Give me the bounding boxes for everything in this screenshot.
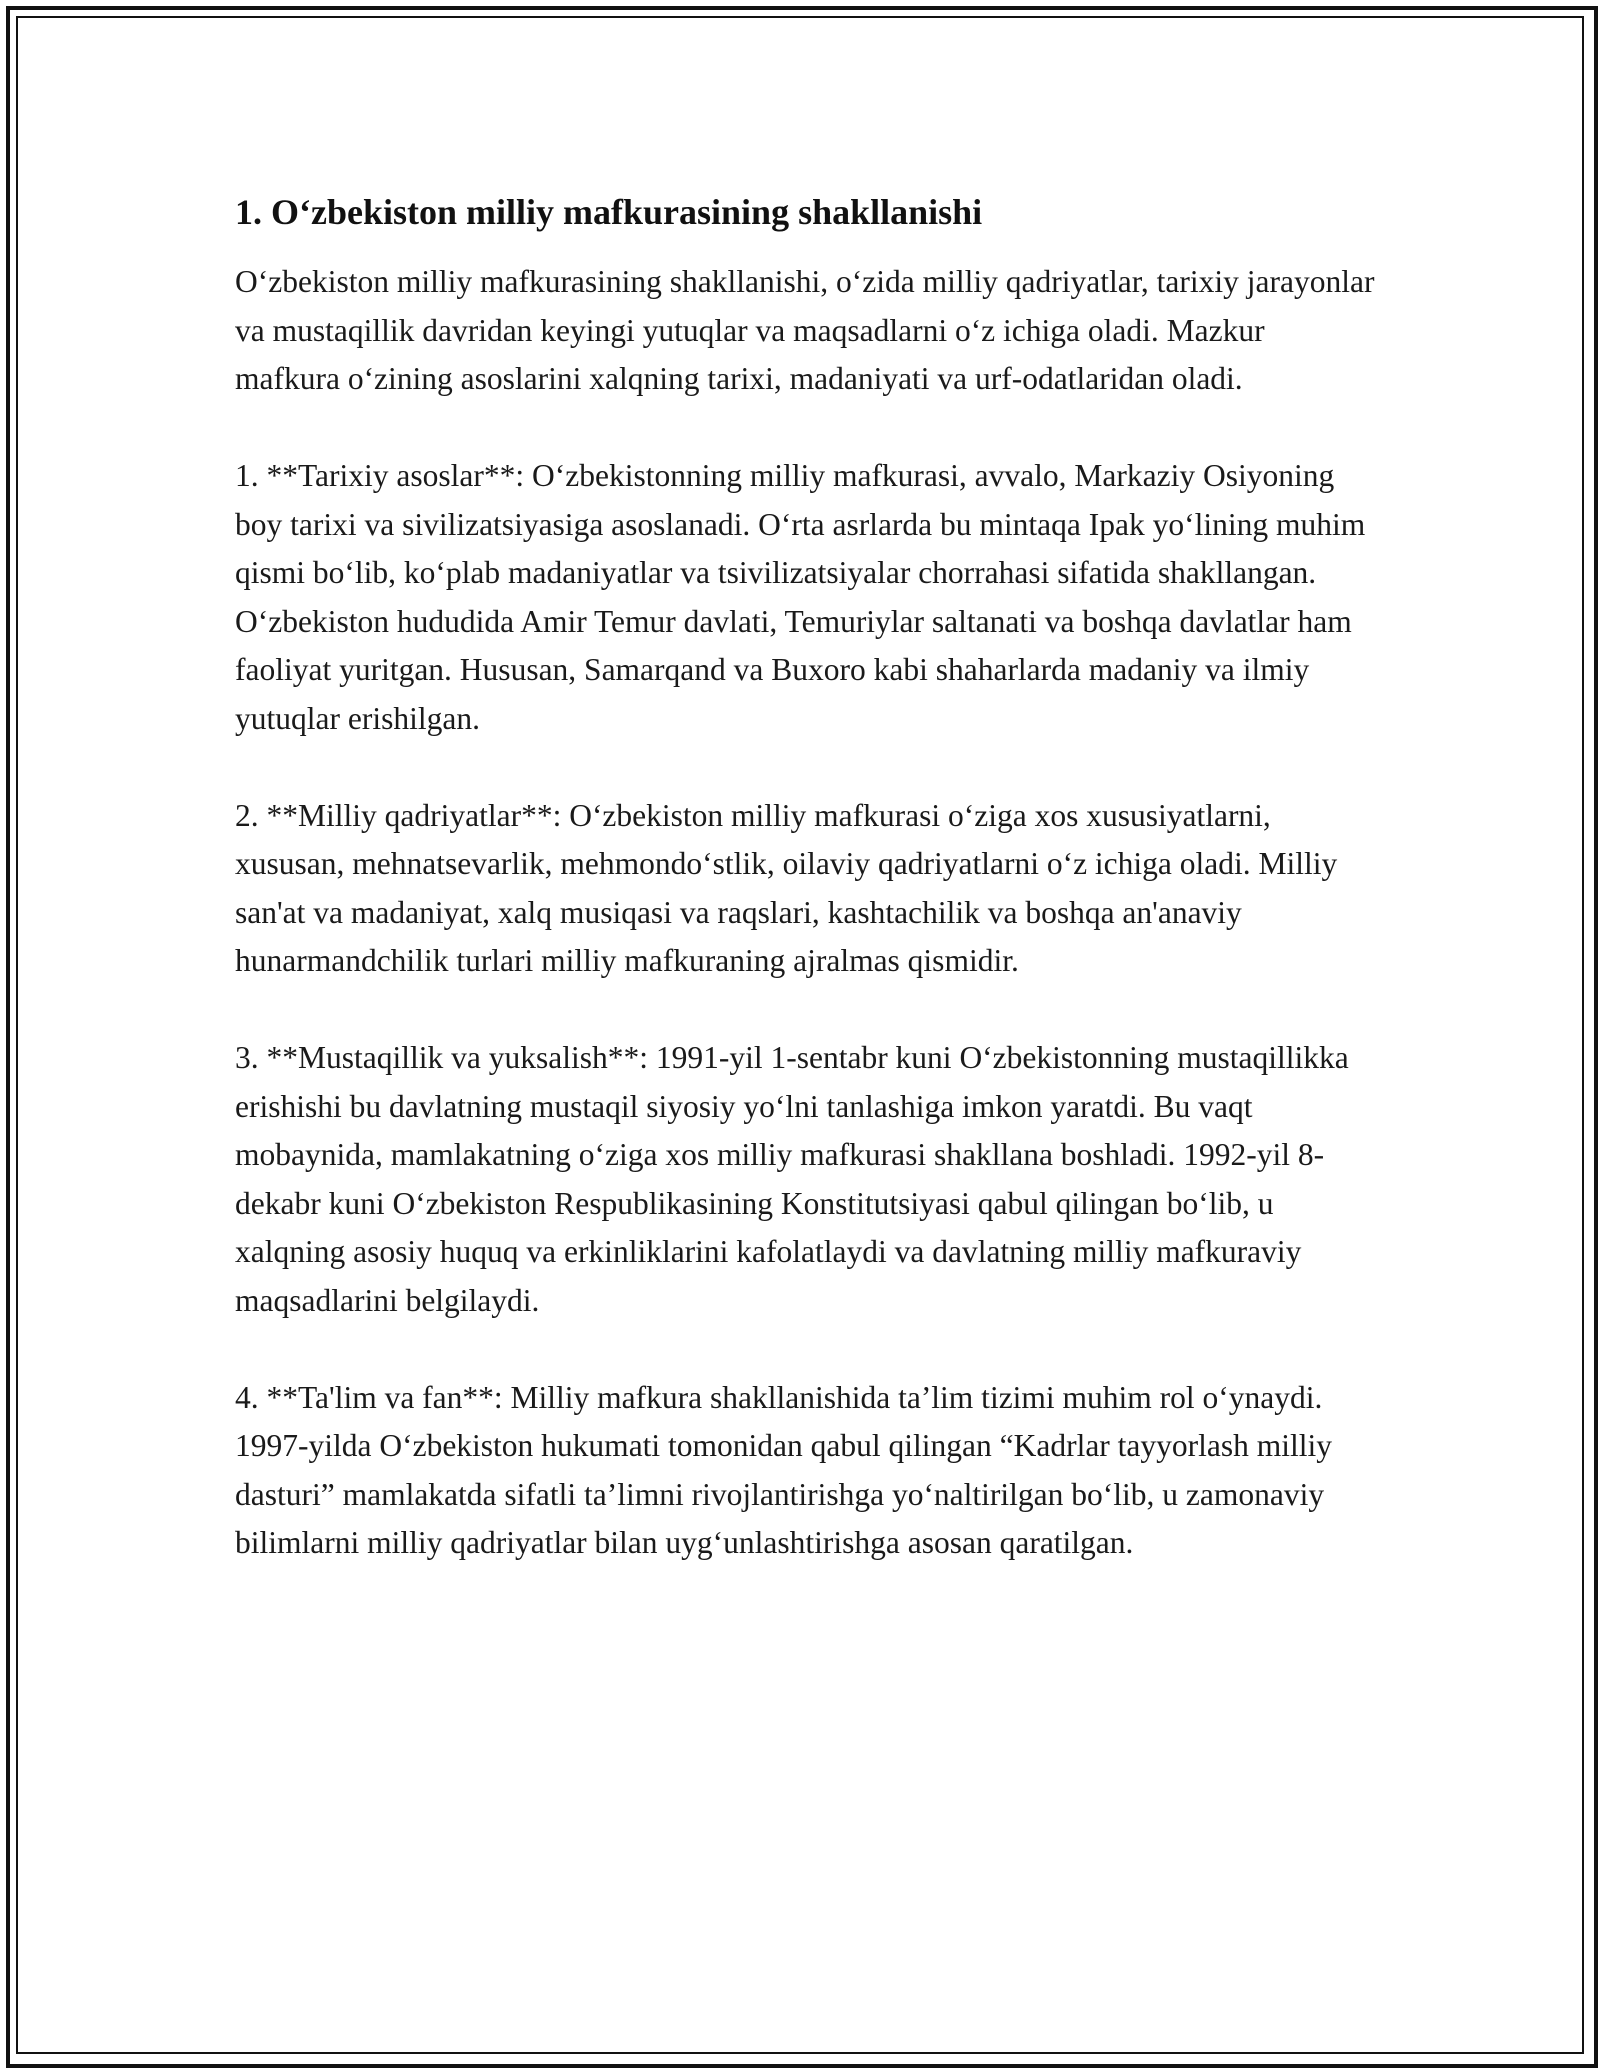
paragraph-historical-foundations: 1. **Tarixiy asoslar**: O‘zbekistonning milliy mafkurasi, avvalo, Markaziy Osiyoning boy tarixi va sivilizatsiyasiga asoslanadi. O‘rta asrlarda bu mintaqa Ipak yo‘lining muhim qismi bo‘lib, ko‘plab madaniyatlar va tsivilizatsiyalar chorrahasi sifatida shakllangan. O‘zbekiston hududida Amir Temur davlati, Temuriylar saltanati va boshqa davlatlar ham faoliyat yuritgan. Hususan, Samarqand va Buxoro kabi shaharlarda madaniy va ilmiy yutuqlar erishilgan. (235, 458, 1366, 736)
paragraph-independence: 3. **Mustaqillik va yuksalish**: 1991-yil 1-sentabr kuni O‘zbekistonning mustaqillikka erishishi bu davlatning mustaqil siyosiy yo‘lni tanlashiga imkon yaratdi. Bu vaqt mobaynida, mamlakatning o‘ziga xos milliy mafkurasi shakllana boshladi. 1992-yil 8-dekabr kuni O‘zbekiston Respublikasining Konstitutsiyasi qabul qilingan bo‘lib, u xalqning asosiy huquq va erkinliklarini kafolatlaydi va davlatning milliy mafkuraviy maqsadlarini belgilaydi. (235, 1040, 1349, 1318)
document-title: 1. O‘zbekiston milliy mafkurasining shakllanishi (235, 192, 983, 232)
paragraph-national-values: 2. **Milliy qadriyatlar**: O‘zbekiston milliy mafkurasi o‘ziga xos xususiyatlarni, xususan, mehnatsevarlik, mehmondo‘stlik, oilaviy qadriyatlarni o‘z ichiga oladi. Milliy san'at va madaniyat, xalq musiqasi va raqslari, kashtachilik va boshqa an'anaviy hunarmandchilik turlari milliy mafkuraning ajralmas qismidir. (235, 797, 1338, 978)
document-body (235, 188, 1375, 1616)
paragraph-intro: O‘zbekiston milliy mafkurasining shakllanishi, o‘zida milliy qadriyatlar, tarixiy jarayonlar va mustaqillik davridan keyingi yutuqlar va maqsadlarni o‘z ichiga oladi. Mazkur mafkura o‘zining asoslarini xalqning tarixi, madaniyati va urf-odatlaridan oladi. (235, 264, 1375, 396)
paragraph-education-science: 4. **Ta'lim va fan**: Milliy mafkura shakllanishida ta’lim tizimi muhim rol o‘ynaydi. 1997-yilda O‘zbekiston hukumati tomonidan qabul qilingan “Kadrlar tayyorlash milliy dasturi” mamlakatda sifatli ta’limni rivojlantirishga yo‘naltirilgan bo‘lib, u zamonaviy bilimlarni milliy qadriyatlar bilan uyg‘unlashtirishga asosan qaratilgan. (235, 1379, 1333, 1560)
